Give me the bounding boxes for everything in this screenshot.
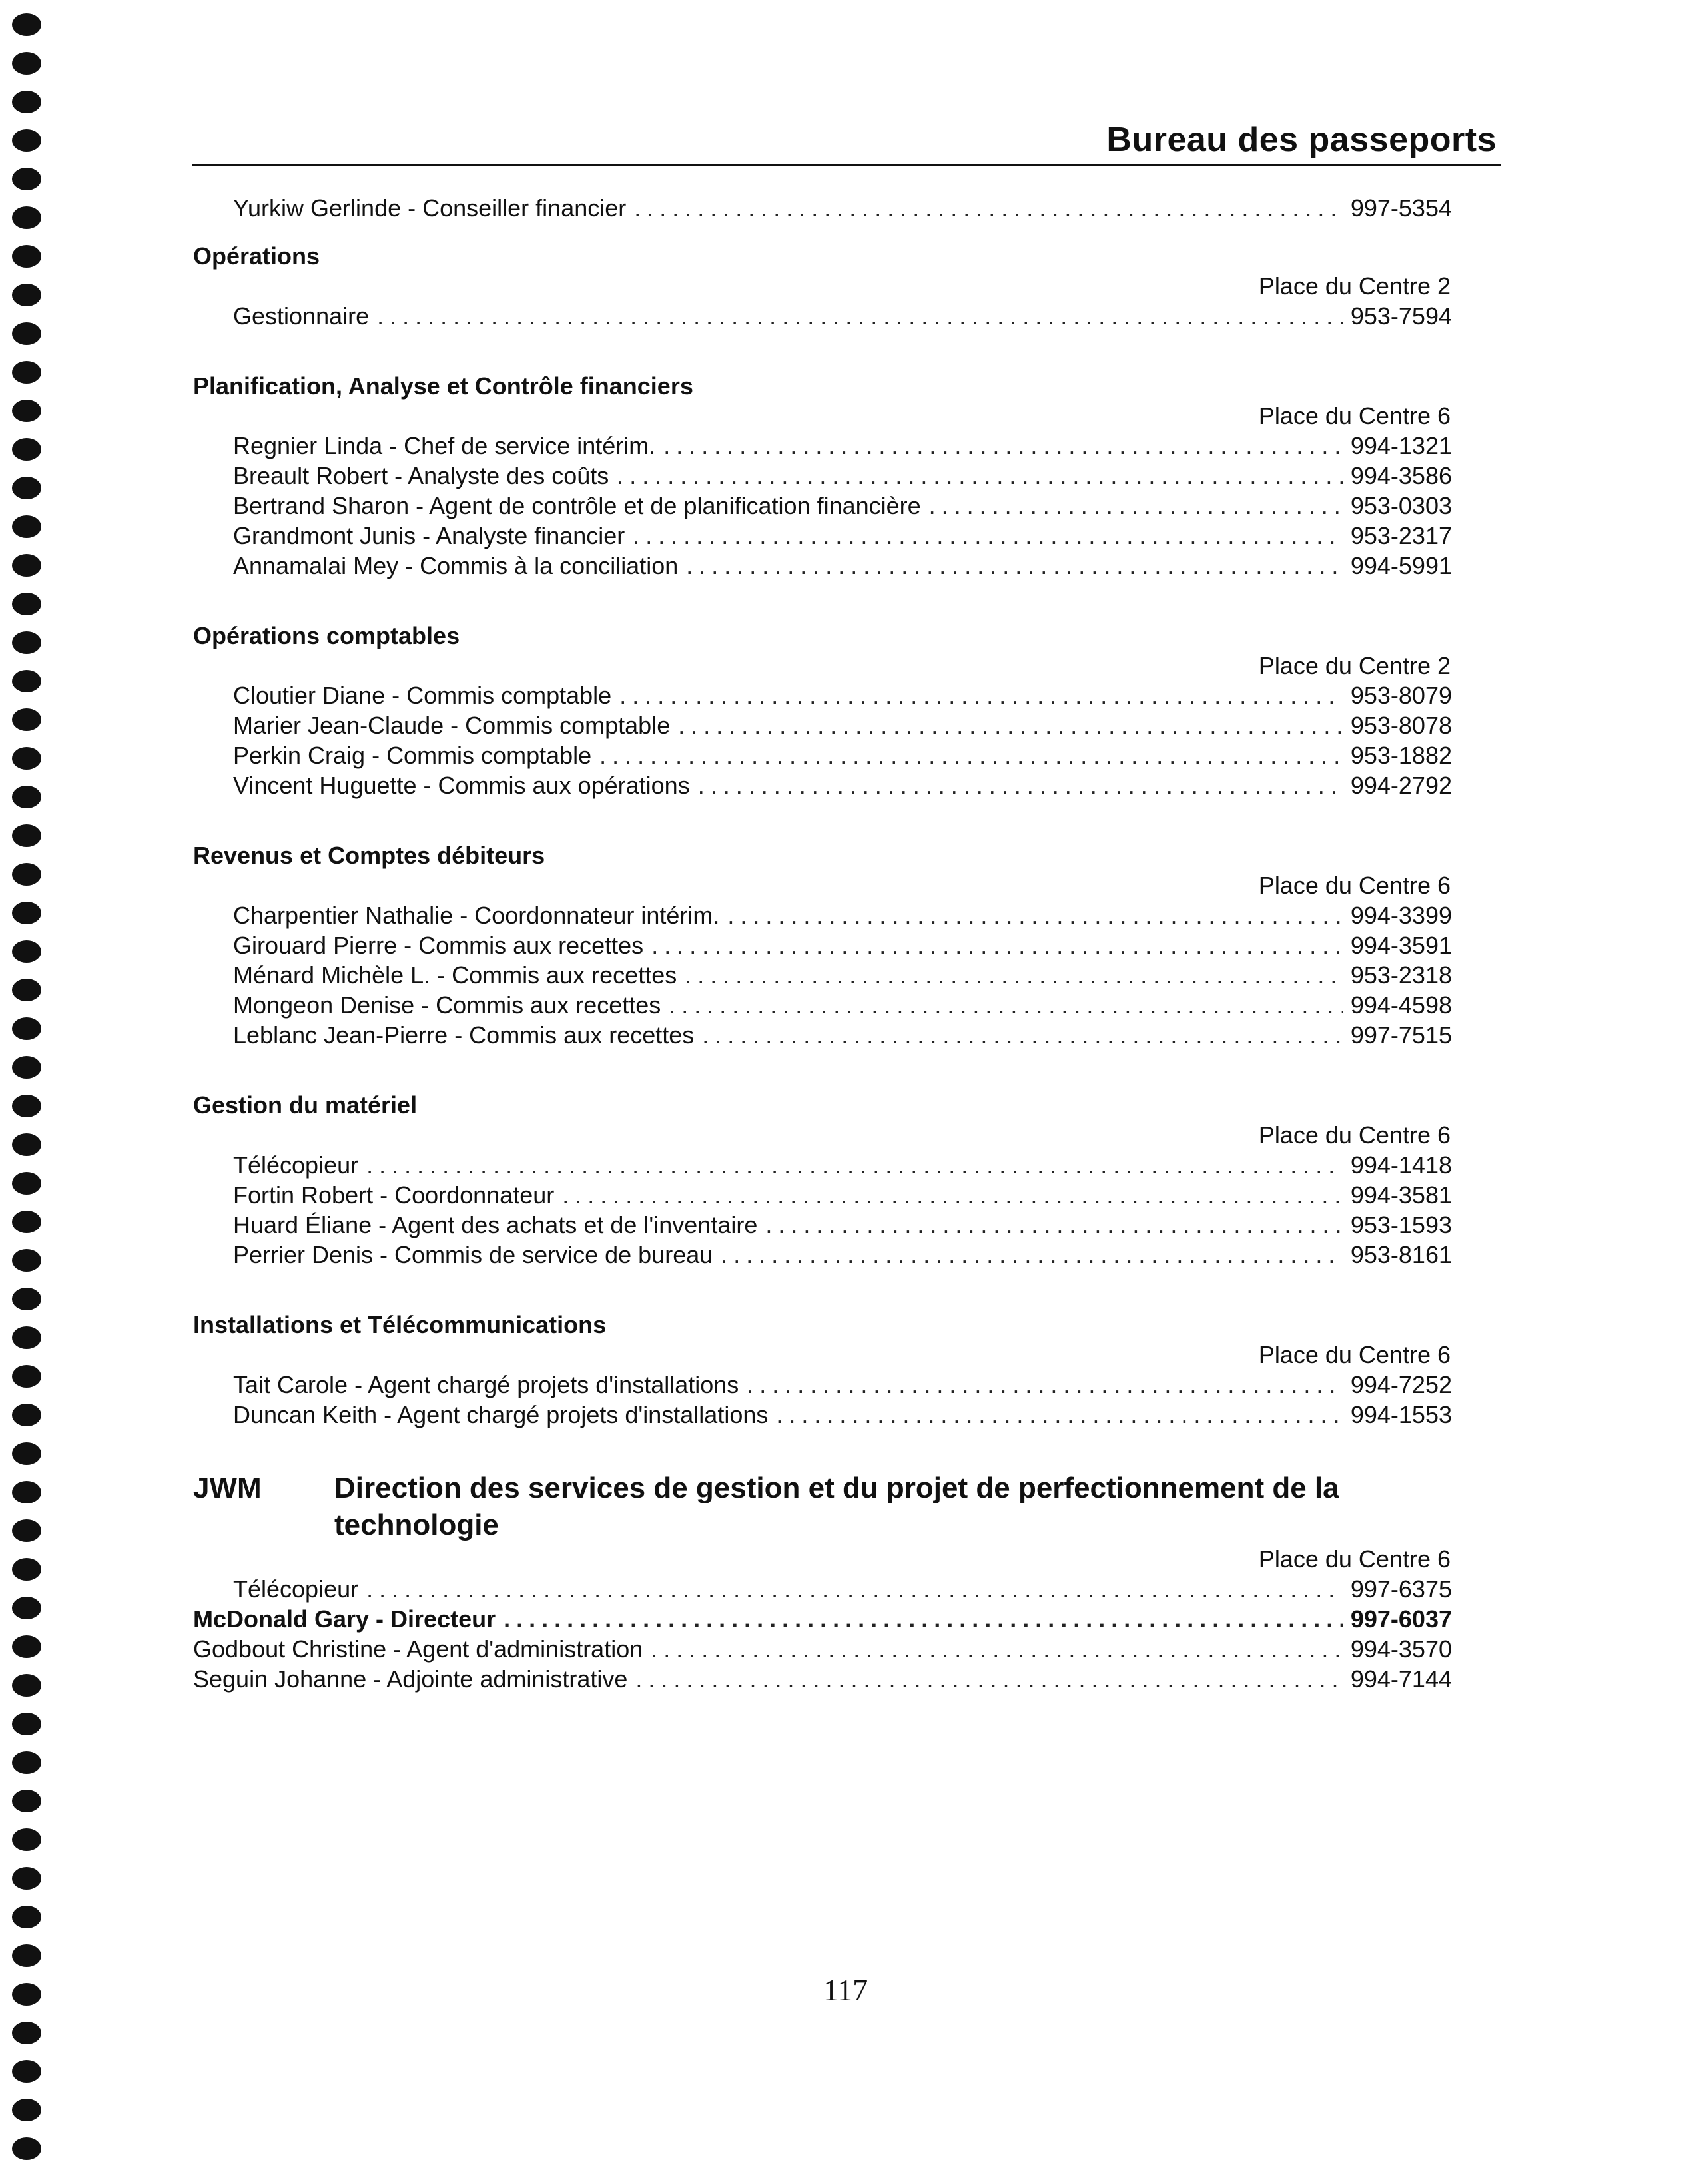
dot-leader [617,461,1343,491]
punch-hole [12,1828,41,1851]
entry-name: Télécopieur [233,1575,359,1603]
punch-hole [12,1095,41,1117]
directory-entry [193,1664,1452,1694]
dot-leader [721,1240,1343,1270]
section-title: Opérations comptables [193,622,460,649]
section-jwm [193,1470,1452,1694]
entry-phone: 994-3399 [1350,902,1452,929]
punch-hole [12,322,41,345]
directory-entry [193,193,1452,223]
entry-phone: 994-4598 [1350,991,1452,1019]
punch-hole [12,1597,41,1619]
punch-hole [12,1056,41,1079]
punch-hole [12,1481,41,1503]
entry-phone: 953-8079 [1350,682,1452,709]
entry-phone: 994-2792 [1350,772,1452,799]
entry-name: McDonald Gary - Directeur [193,1605,496,1633]
punch-hole [12,940,41,963]
entry-name: Girouard Pierre - Commis aux recettes [233,932,644,959]
section-location: Place du Centre 2 [1258,272,1451,300]
dot-leader [634,193,1343,223]
entry-phone: 997-6375 [1350,1575,1452,1603]
entry-phone: 994-5991 [1350,552,1452,579]
entry-name: Gestionnaire [233,302,370,330]
dot-leader [366,1574,1343,1604]
section-gestion-materiel [193,1090,1452,1270]
entry-phone: 994-1553 [1350,1401,1452,1428]
punch-hole [12,284,41,306]
section-operations-comptables [193,621,1452,800]
punch-hole [12,708,41,731]
directory-entry [193,461,1452,491]
entry-phone: 994-1418 [1350,1151,1452,1179]
entry-phone: 997-7515 [1350,1021,1452,1049]
dot-leader [702,1020,1343,1050]
punch-hole [12,1867,41,1890]
directory-entry [193,521,1452,551]
punch-hole [12,1751,41,1774]
dot-leader [619,681,1343,710]
punch-hole [12,786,41,808]
dot-leader [698,770,1343,800]
section-location: Place du Centre 6 [1258,1341,1451,1368]
directory-entry [193,990,1452,1020]
punch-hole [12,400,41,422]
punch-hole [12,91,41,113]
dot-leader [747,1370,1343,1400]
directory-content [193,193,1452,1694]
punch-hole [12,13,41,36]
jwm-heading [193,1470,1452,1544]
directorate-code: JWM [193,1472,262,1504]
punch-hole [12,477,41,499]
entry-name: Charpentier Nathalie - Coordonnateur intérim. [233,902,720,929]
directory-entry [193,1400,1452,1430]
punch-hole [12,1635,41,1658]
page-number: 117 [823,1973,868,2007]
punch-hole [12,1365,41,1388]
entry-name: Regnier Linda - Chef de service intérim. [233,432,656,459]
dot-leader [669,990,1343,1020]
entry-phone: 953-1882 [1350,742,1452,769]
entry-name: Perkin Craig - Commis comptable [233,742,592,769]
directory-entry [193,770,1452,800]
punch-hole [12,245,41,268]
entry-name: Godbout Christine - Agent d'administration [193,1635,643,1663]
page-title: Bureau des passeports [1106,121,1497,159]
punch-hole [12,1249,41,1272]
section-installations [193,1310,1452,1430]
directory-entry [193,740,1452,770]
punch-hole [12,1906,41,1928]
entry-phone: 994-3570 [1350,1635,1452,1663]
entry-name: Ménard Michèle L. - Commis aux recettes [233,961,677,989]
punch-hole [12,2099,41,2121]
entry-name: Leblanc Jean-Pierre - Commis aux recettes [233,1021,695,1049]
punch-hole [12,168,41,190]
entry-name: Vincent Huguette - Commis aux opérations [233,772,690,799]
punch-hole [12,1133,41,1156]
entry-phone: 953-8078 [1350,712,1452,739]
directory-entry [193,681,1452,710]
directory-entry [193,1634,1452,1664]
dot-leader [504,1604,1343,1634]
section-title: Gestion du matériel [193,1091,418,1119]
section-location: Place du Centre 6 [1258,402,1451,429]
entry-phone: 953-2318 [1350,961,1452,989]
entry-name: Fortin Robert - Coordonnateur [233,1181,555,1209]
punch-hole [12,1944,41,1967]
dot-leader [663,431,1343,461]
directory-entry [193,1020,1452,1050]
punch-hole [12,206,41,229]
entry-name: Annamalai Mey - Commis à la conciliation [233,552,679,579]
entry-phone: 994-3581 [1350,1181,1452,1209]
punch-hole [12,1713,41,1735]
dot-leader [776,1400,1343,1430]
binder-punch-holes [12,13,43,2171]
section-planification [193,371,1452,581]
punch-hole [12,1442,41,1465]
entry-name: Télécopieur [233,1151,359,1179]
entry-phone: 994-7144 [1350,1665,1452,1693]
directory-entry [193,960,1452,990]
punch-hole [12,747,41,770]
entry-phone: 997-5354 [1350,194,1452,222]
entry-name: Grandmont Junis - Analyste financier [233,522,625,549]
punch-hole [12,2022,41,2044]
punch-hole [12,863,41,886]
punch-hole [12,1017,41,1040]
punch-hole [12,593,41,615]
punch-hole [12,1404,41,1426]
directory-entry [193,930,1452,960]
dot-leader [633,521,1343,551]
entry-name: Marier Jean-Claude - Commis comptable [233,712,671,739]
directory-entry [193,1574,1452,1604]
directory-entry-director [193,1604,1452,1634]
directory-entry [193,1370,1452,1400]
dot-leader [635,1664,1342,1694]
entry-phone: 994-1321 [1350,432,1452,459]
punch-hole [12,1790,41,1812]
section-location: Place du Centre 6 [1258,872,1451,899]
directory-entry [193,301,1452,331]
entry-name: Mongeon Denise - Commis aux recettes [233,991,661,1019]
punch-hole [12,631,41,654]
punch-hole [12,979,41,1001]
section-location: Place du Centre 6 [1258,1121,1451,1149]
dot-leader [727,900,1342,930]
section-title: Installations et Télécommunications [193,1311,607,1338]
page-header [192,113,1501,166]
entry-name: Duncan Keith - Agent chargé projets d'installations [233,1401,769,1428]
punch-hole [12,2137,41,2160]
entry-phone: 953-1593 [1350,1211,1452,1238]
entry-phone: 953-2317 [1350,522,1452,549]
directory-entry [193,710,1452,740]
punch-hole [12,515,41,538]
entry-phone: 953-8161 [1350,1241,1452,1268]
dot-leader [678,710,1343,740]
dot-leader [377,301,1343,331]
entry-name: Tait Carole - Agent chargé projets d'installations [233,1371,739,1398]
directory-entry [193,1180,1452,1210]
dot-leader [685,960,1343,990]
entry-name: Huard Éliane - Agent des achats et de l'inventaire [233,1211,758,1238]
directory-entry [193,491,1452,521]
entry-phone: 997-6037 [1350,1605,1452,1633]
section-title: Opérations [193,242,320,270]
punch-hole [12,1519,41,1542]
punch-hole [12,554,41,577]
entry-name: Yurkiw Gerlinde - Conseiller financier [233,194,627,222]
punch-hole [12,2060,41,2083]
entry-phone: 953-0303 [1350,492,1452,519]
entry-name: Breault Robert - Analyste des coûts [233,462,609,489]
dot-leader [366,1150,1343,1180]
section-title: Revenus et Comptes débiteurs [193,842,545,869]
directory-entry [193,1150,1452,1180]
entry-phone: 994-7252 [1350,1371,1452,1398]
section-location: Place du Centre 6 [1258,1545,1451,1573]
entry-name: Cloutier Diane - Commis comptable [233,682,612,709]
directory-entry [193,551,1452,581]
punch-hole [12,1558,41,1581]
entry-phone: 953-7594 [1350,302,1452,330]
section-title: Planification, Analyse et Contrôle financiers [193,372,693,400]
punch-hole [12,1674,41,1697]
directory-entry [193,431,1452,461]
entry-name: Perrier Denis - Commis de service de bureau [233,1241,713,1268]
entry-name: Bertrand Sharon - Agent de contrôle et de planification financière [233,492,921,519]
section-location: Place du Centre 2 [1258,652,1451,679]
dot-leader [562,1180,1343,1210]
punch-hole [12,1211,41,1233]
dot-leader [651,930,1343,960]
entry-phone: 994-3586 [1350,462,1452,489]
section-revenus [193,840,1452,1050]
dot-leader [651,1634,1343,1664]
punch-hole [12,1326,41,1349]
entry-name: Seguin Johanne - Adjointe administrative [193,1665,628,1693]
punch-hole [12,1172,41,1195]
directory-entry [193,1210,1452,1240]
section-operations [193,241,1452,331]
punch-hole [12,52,41,75]
dot-leader [765,1210,1343,1240]
punch-hole [12,1288,41,1310]
dot-leader [599,740,1343,770]
entry-phone: 994-3591 [1350,932,1452,959]
directorate-title: Direction des services de gestion et du projet de perfectionnement de la technologie [334,1472,1339,1541]
directory-entry [193,1240,1452,1270]
punch-hole [12,129,41,152]
punch-hole [12,438,41,461]
punch-hole [12,670,41,692]
dot-leader [686,551,1343,581]
dot-leader [929,491,1343,521]
directory-entry [193,900,1452,930]
punch-hole [12,361,41,384]
punch-hole [12,902,41,924]
punch-hole [12,824,41,847]
